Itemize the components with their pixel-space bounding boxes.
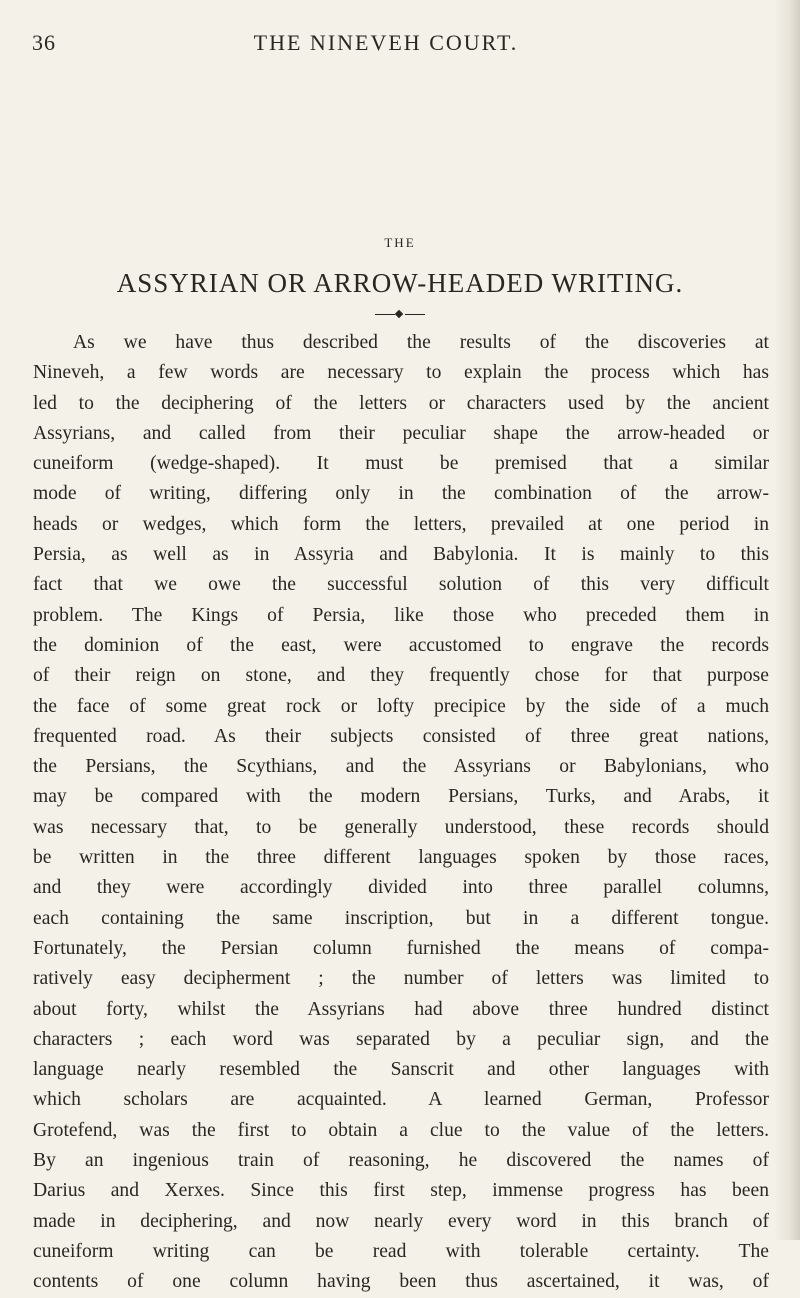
text-line: language nearly resembled the Sanscrit and other languages with — [33, 1059, 769, 1081]
ornament-line-left — [375, 314, 395, 315]
text-line: was necessary that, to be generally understood, these records should — [33, 816, 769, 838]
text-line: Darius and Xerxes. Since this first step, immense progress has been — [33, 1180, 769, 1202]
text-line: about forty, whilst the Assyrians had above three hundred distinct — [33, 998, 769, 1020]
ornament-divider — [375, 310, 425, 320]
text-line: By an ingenious train of reasoning, he discovered the names of — [33, 1150, 769, 1172]
text-line: each containing the same inscription, but in a different tongue. — [33, 907, 769, 929]
text-line: mode of writing, differing only in the combination of the arrow- — [33, 483, 769, 505]
body-paragraph — [33, 328, 769, 1298]
text-line: Grotefend, was the first to obtain a clue to the value of the letters. — [33, 1119, 769, 1141]
text-line: the dominion of the east, were accustomed to engrave the records — [33, 634, 769, 656]
text-line: ratively easy decipherment ; the number of letters was limited to — [33, 968, 769, 990]
text-line: may be compared with the modern Persians, Turks, and Arabs, it — [33, 786, 769, 808]
section-kicker: THE — [384, 235, 416, 250]
text-line: As we have thus described the results of the discoveries at — [73, 332, 769, 353]
text-line: problem. The Kings of Persia, like those who preceded them in — [33, 604, 769, 626]
section-title: ASSYRIAN OR ARROW-HEADED WRITING. — [116, 268, 684, 298]
ornament-line-right — [405, 314, 425, 315]
running-head — [32, 30, 740, 58]
text-line: frequented road. As their subjects consisted of three great nations, — [33, 725, 769, 747]
text-line: Nineveh, a few words are necessary to explain the process which has — [33, 362, 769, 384]
text-line: cuneiform writing can be read with tolerable certainty. The — [33, 1240, 769, 1262]
text-line: Assyrians, and called from their peculiar shape the arrow-headed or — [33, 422, 769, 444]
running-title: THE NINEVEH COURT. — [253, 30, 519, 55]
text-line: led to the deciphering of the letters or characters used by the ancient — [33, 392, 769, 414]
text-line: Fortunately, the Persian column furnished the means of compa- — [33, 937, 769, 959]
text-line: contents of one column having been thus ascertained, it was, of — [33, 1271, 769, 1293]
text-line: Persia, as well as in Assyria and Babylonia. It is mainly to this — [33, 544, 769, 566]
text-line: the Persians, the Scythians, and the Assyrians or Babylonians, who — [33, 756, 769, 778]
text-line: heads or wedges, which form the letters, prevailed at one period in — [33, 513, 769, 535]
page-edge-shadow — [774, 0, 800, 1240]
text-line: the face of some great rock or lofty precipice by the side of a much — [33, 695, 769, 717]
page-number: 36 — [32, 30, 56, 55]
text-line: characters ; each word was separated by a peculiar sign, and the — [33, 1028, 769, 1050]
text-line: be written in the three different languages spoken by those races, — [33, 847, 769, 869]
text-line: made in deciphering, and now nearly every word in this branch of — [33, 1210, 769, 1232]
text-line: of their reign on stone, and they frequently chose for that purpose — [33, 665, 769, 687]
text-line: which scholars are acquainted. A learned German, Professor — [33, 1089, 769, 1111]
text-line: and they were accordingly divided into three parallel columns, — [33, 877, 769, 899]
text-line: fact that we owe the successful solution of this very difficult — [33, 574, 769, 596]
text-line: cuneiform (wedge-shaped). It must be premised that a similar — [33, 453, 769, 475]
diamond-ornament-icon — [395, 310, 403, 318]
